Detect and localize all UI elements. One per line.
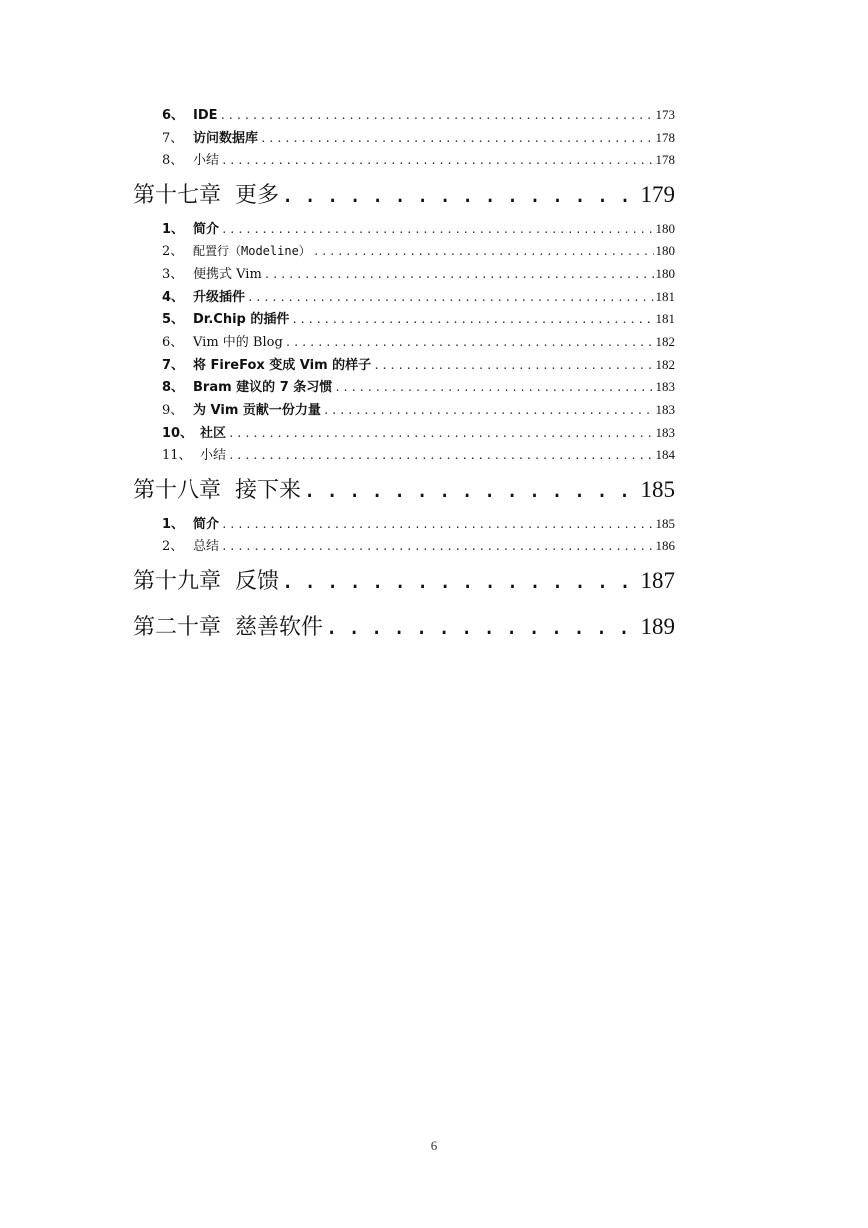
toc-entry-portable-vim[interactable] [133, 263, 675, 286]
dot-leader [221, 536, 653, 558]
toc-entry-intro[interactable] [133, 218, 675, 241]
toc-entry-number: 5、 [162, 312, 185, 328]
dot-leader [334, 377, 653, 399]
toc-entry-firefox-vim[interactable] [133, 354, 675, 377]
toc-entry-page: 181 [655, 311, 675, 327]
chapter-number: 第二十章 [133, 614, 222, 640]
toc-entry-page: 183 [655, 424, 675, 440]
chapter-page: 185 [640, 477, 675, 503]
toc-entry-page: 182 [655, 356, 675, 372]
toc-entry-modeline[interactable] [133, 240, 675, 263]
toc-entry-title: 便携式 Vim [193, 266, 262, 282]
toc-entry-title: Vim 中的 Blog [193, 335, 283, 350]
toc-chapter-20[interactable] [133, 604, 675, 650]
toc-entry-title: 总结 [193, 539, 220, 555]
table-of-contents [133, 104, 675, 649]
toc-entry-upgrade-plugins[interactable] [133, 286, 675, 309]
toc-chapter-18[interactable] [133, 467, 675, 513]
toc-entry-page: 184 [655, 447, 675, 463]
dot-leader [228, 445, 653, 467]
dot-leader [325, 605, 638, 650]
toc-entry-conclusion[interactable] [133, 535, 675, 558]
toc-entry-summary[interactable] [133, 149, 675, 172]
toc-entry-page: 181 [655, 288, 675, 304]
dot-leader [247, 287, 653, 309]
chapter-number: 第十八章 [133, 478, 222, 504]
toc-entry-ide[interactable] [133, 104, 675, 127]
dot-leader [281, 559, 638, 604]
dot-leader [220, 105, 654, 127]
toc-entry-title: 访问数据库 [193, 130, 259, 146]
toc-entry-summary-2[interactable] [133, 444, 675, 467]
toc-entry-number: 7、 [162, 357, 185, 373]
toc-entry-community[interactable] [133, 422, 675, 445]
toc-entry-drchip-plugins[interactable] [133, 308, 675, 331]
toc-entry-contribute[interactable] [133, 399, 675, 422]
chapter-title: 接下来 [235, 478, 302, 504]
dot-leader [260, 128, 653, 150]
toc-entry-page: 178 [655, 129, 675, 145]
dot-leader [221, 150, 653, 172]
chapter-page: 179 [640, 182, 675, 208]
chapter-number: 第十九章 [133, 569, 222, 594]
toc-entry-bram-habits[interactable] [133, 376, 675, 399]
dot-leader [281, 173, 638, 218]
toc-entry-number: 8、 [162, 380, 185, 396]
toc-entry-number: 1、 [162, 221, 185, 237]
toc-entry-number: 6、 [162, 108, 185, 123]
toc-entry-page: 182 [655, 334, 675, 349]
chapter-title: 更多 [235, 183, 280, 209]
dot-leader [221, 514, 653, 536]
toc-entry-vim-blog[interactable] [133, 331, 675, 354]
toc-entry-page: 180 [655, 220, 675, 236]
toc-entry-page: 185 [655, 515, 675, 531]
toc-chapter-17[interactable] [133, 172, 675, 218]
page-number: 6 [430, 1138, 438, 1153]
dot-leader [373, 355, 653, 377]
toc-entry-number: 11、 [162, 448, 192, 464]
dot-leader [313, 241, 654, 263]
toc-entry-page: 186 [655, 538, 675, 554]
toc-entry-page: 183 [655, 402, 675, 418]
toc-entry-title: 小结 [193, 153, 220, 169]
dot-leader [221, 219, 653, 241]
toc-entry-intro-2[interactable] [133, 513, 675, 536]
toc-entry-number: 1、 [162, 516, 185, 532]
toc-entry-title: 升级插件 [193, 289, 246, 305]
toc-entry-title: Dr.Chip 的插件 [193, 312, 290, 328]
toc-entry-title: Bram 建议的 7 条习惯 [193, 380, 333, 396]
toc-entry-number: 6、 [162, 335, 184, 350]
toc-entry-title: 为 Vim 贡献一份力量 [193, 403, 321, 419]
toc-entry-title: 将 FireFox 变成 Vim 的样子 [193, 357, 372, 373]
dot-leader [285, 332, 654, 354]
toc-entry-page: 180 [655, 265, 675, 281]
toc-entry-title: 小结 [200, 448, 227, 464]
toc-entry-title: 简介 [193, 516, 220, 532]
toc-entry-title: 简介 [193, 221, 220, 237]
toc-chapter-19[interactable] [133, 558, 675, 604]
dot-leader [264, 264, 654, 286]
dot-leader [303, 468, 638, 513]
toc-entry-number: 7、 [162, 130, 184, 146]
toc-entry-page: 183 [655, 379, 675, 395]
toc-entry-number: 8、 [162, 153, 184, 169]
toc-entry-title: IDE [193, 108, 218, 123]
toc-entry-number: 2、 [162, 244, 184, 260]
toc-entry-page: 180 [655, 243, 675, 259]
chapter-page: 189 [640, 613, 675, 639]
chapter-title: 慈善软件 [235, 614, 324, 640]
toc-entry-page: 178 [655, 152, 675, 168]
toc-entry-page: 173 [655, 107, 675, 122]
toc-entry-database[interactable] [133, 127, 675, 150]
toc-entry-number: 9、 [162, 403, 184, 419]
dot-leader [228, 423, 653, 445]
toc-entry-title: 配置行（Modeline） [193, 244, 311, 259]
chapter-page: 187 [640, 568, 675, 593]
dot-leader [291, 309, 653, 331]
toc-entry-number: 2、 [162, 539, 184, 555]
chapter-number: 第十七章 [133, 183, 222, 209]
toc-entry-number: 10、 [162, 425, 194, 441]
chapter-title: 反馈 [235, 569, 280, 594]
toc-entry-number: 4、 [162, 289, 185, 305]
toc-entry-title: 社区 [200, 425, 227, 441]
dot-leader [323, 400, 654, 422]
toc-entry-number: 3、 [162, 266, 184, 282]
